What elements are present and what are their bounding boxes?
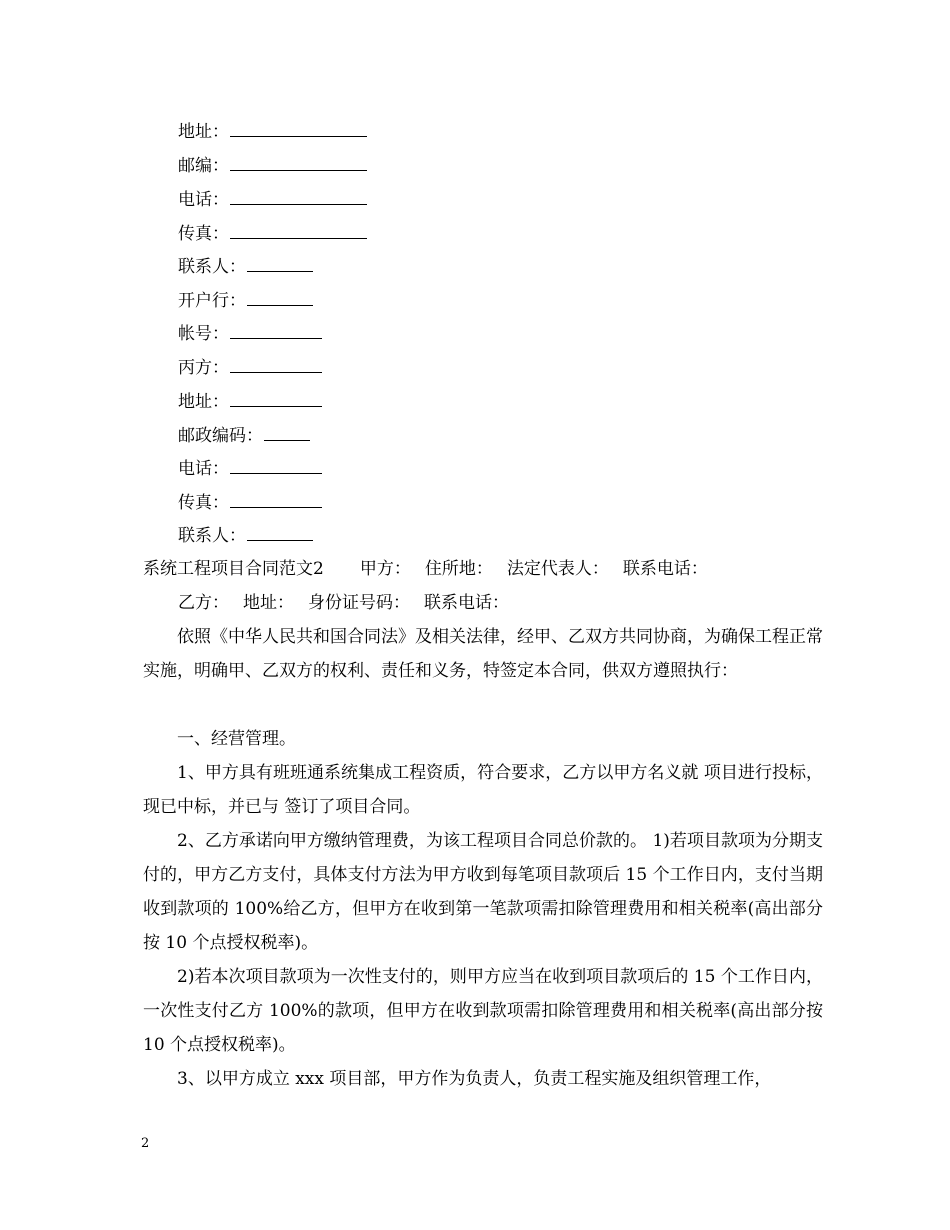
phone-field [178,189,367,211]
field-label: 地址： [178,392,229,412]
blank-line [230,459,322,474]
address-field [178,121,367,143]
phone-label: 联系电话： [622,559,708,579]
field-label: 帐号： [178,324,229,344]
address-field [178,391,322,413]
field-label: 电话： [178,190,229,210]
field-label: 地址： [178,122,229,142]
clause-3: 3、以甲方成立 xxx 项目部，甲方作为负责人，负责工程实施及组织管理工作， [177,1069,772,1089]
postal-code-field [178,425,310,447]
party-a-label: 甲方： [359,559,411,579]
party-c-field [178,357,322,379]
field-label: 丙方： [178,358,229,378]
blank-line [230,156,367,171]
field-label: 邮政编码： [178,426,263,446]
field-label: 联系人： [178,526,246,546]
title-line [143,558,708,580]
phone-field [178,458,322,480]
legal-rep-label: 法定代表人： [506,559,609,579]
blank-line [247,257,313,272]
blank-line [230,224,367,239]
party-b-line [178,592,509,614]
bank-field [178,290,313,312]
blank-line [230,122,367,137]
blank-line [247,526,313,541]
blank-line [230,190,367,205]
page-number: 2 [141,1136,150,1151]
fax-field [178,492,322,514]
account-field [178,323,322,345]
contact-person-field [178,525,313,547]
blank-line [247,291,313,306]
fax-field [178,223,367,245]
clause-2-sub-2: 2)若本次项目款项为一次性支付的，则甲方应当在收到项目款项后的 15 个工作日内，一次性支付乙方 100%的款项，但甲方在收到款项需扣除管理费用和相关税率(高出部分按 10 个点授权税率)。 [143,967,823,1055]
blank-line [230,324,322,339]
residence-label: 住所地： [424,559,493,579]
field-label: 传真： [178,224,229,244]
field-label: 电话： [178,459,229,479]
party-b-label: 乙方： [178,593,229,613]
field-label: 联系人： [178,257,246,277]
blank-line [230,358,322,373]
postcode-field [178,155,367,177]
contact-person-field [178,256,313,278]
blank-line [230,493,322,508]
blank-line [230,392,322,407]
address-label: 地址： [243,593,294,613]
clause-2: 2、乙方承诺向甲方缴纳管理费，为该工程项目合同总价款的。 1)若项目款项为分期支付的，甲方乙方支付，具体支付方法为甲方收到每笔项目款项后 15 个工作日内，支付当期收到款项的 100%给乙方，但甲方在收到第一笔款项需扣除管理费用和相关税率(高出部分按 10 个点授权税率)。 [143,831,823,953]
clause-1: 1、甲方具有班班通系统集成工程资质，符合要求，乙方以甲方名义就 项目进行投标，现已中标，并已与 签订了项目合同。 [143,763,823,817]
field-label: 开户行： [178,291,246,311]
document-title: 系统工程项目合同范文2 [143,559,324,579]
section-heading: 一、经营管理。 [177,729,296,749]
field-label: 邮编： [178,156,229,176]
intro-paragraph: 依照《中华人民共和国合同法》及相关法律，经甲、乙双方共同协商，为确保工程正常实施，明确甲、乙双方的权利、责任和义务，特签定本合同，供双方遵照执行： [143,627,823,681]
blank-line [264,426,310,441]
phone-label: 联系电话： [424,593,509,613]
field-label: 传真： [178,493,229,513]
id-number-label: 身份证号码： [308,593,410,613]
